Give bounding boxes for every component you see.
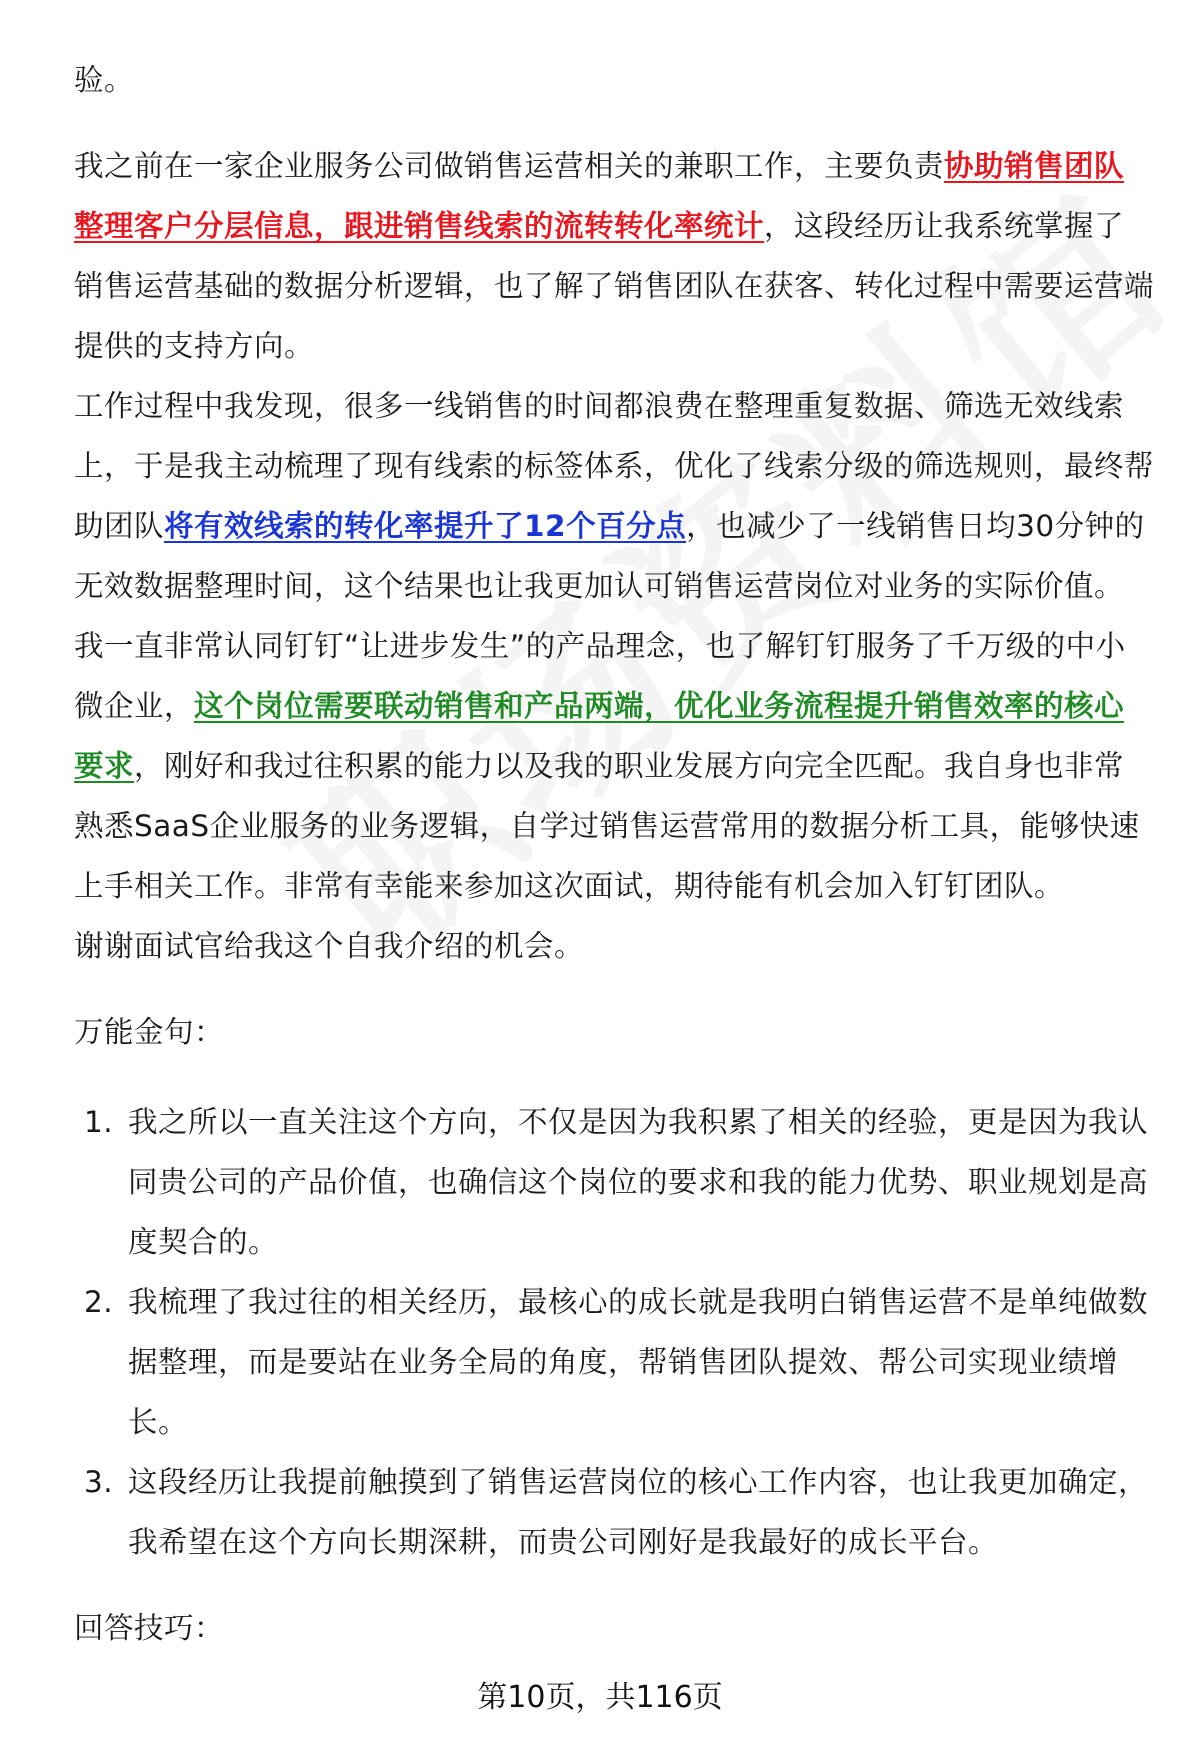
paragraph-achievement bbox=[74, 376, 1154, 616]
list-item-text: 这段经历让我提前触摸到了销售运营岗位的核心工作内容，也让我更加确定，我希望在这个方向长期深耕，而贵公司刚好是我最好的成长平台。 bbox=[128, 1465, 1149, 1559]
highlight-red: 协助销售团队整理客户分层信息，跟进销售线索的流转转化率统计 bbox=[74, 149, 1125, 243]
paragraph-thanks: 谢谢面试官给我这个自我介绍的机会。 bbox=[74, 929, 585, 963]
tips-heading: 回答技巧： bbox=[74, 1611, 225, 1645]
paragraph-continuation: 验。 bbox=[74, 63, 135, 97]
list-item bbox=[74, 1272, 1154, 1452]
paragraph-experience bbox=[74, 136, 1154, 376]
paragraph-text: ，这段经历让我系统掌握了销售运营基础的数据分析逻辑，也了解了销售团队在获客、转化过程中需要运营端提供的支持方向。 bbox=[74, 209, 1155, 363]
list-item-text: 我梳理了我过往的相关经历，最核心的成长就是我明白销售运营不是单纯做数据整理，而是要站在业务全局的角度，帮销售团队提效、帮公司实现业绩增长。 bbox=[128, 1285, 1149, 1439]
list-item bbox=[74, 1452, 1154, 1572]
list-number: 1. bbox=[84, 1105, 114, 1139]
golden-heading: 万能金句： bbox=[74, 1015, 225, 1049]
golden-list bbox=[74, 1092, 1154, 1572]
paragraph-text: ，刚好和我过往积累的能力以及我的职业发展方向完全匹配。我自身也非常熟悉SaaS企业服务的业务逻辑，自学过销售运营常用的数据分析工具，能够快速上手相关工作。非常有幸能来参加这次面试，期待能有机会加入钉钉团队。 bbox=[74, 749, 1140, 903]
page-number: 第10页，共116页 bbox=[477, 1680, 723, 1715]
paragraph-text: ，也减少了一线销售日均30分钟的无效数据整理时间，这个结果也让我更加认可销售运营岗位对业务的实际价值。 bbox=[74, 509, 1145, 603]
paragraph-motivation bbox=[74, 616, 1154, 916]
highlight-green: 这个岗位需要联动销售和产品两端，优化业务流程提升销售效率的核心要求 bbox=[74, 689, 1125, 783]
paragraph-text: 我一直非常认同钉钉“让进步发生”的产品理念，也了解钉钉服务了千万级的中小微企业， bbox=[74, 629, 1126, 723]
list-number: 3. bbox=[84, 1465, 114, 1499]
list-number: 2. bbox=[84, 1285, 114, 1319]
paragraph-text: 我之前在一家企业服务公司做销售运营相关的兼职工作，主要负责 bbox=[74, 149, 945, 183]
document-body bbox=[74, 50, 1154, 1658]
list-item bbox=[74, 1092, 1154, 1272]
paragraph-text: 工作过程中我发现，很多一线销售的时间都浪费在整理重复数据、筛选无效线索上，于是我主动梳理了现有线索的标签体系，优化了线索分级的筛选规则，最终帮助团队 bbox=[74, 389, 1155, 543]
list-item-text: 我之所以一直关注这个方向，不仅是因为我积累了相关的经验，更是因为我认同贵公司的产品价值，也确信这个岗位的要求和我的能力优势、职业规划是高度契合的。 bbox=[128, 1105, 1149, 1259]
highlight-blue: 将有效线索的转化率提升了12个百分点 bbox=[164, 509, 687, 543]
